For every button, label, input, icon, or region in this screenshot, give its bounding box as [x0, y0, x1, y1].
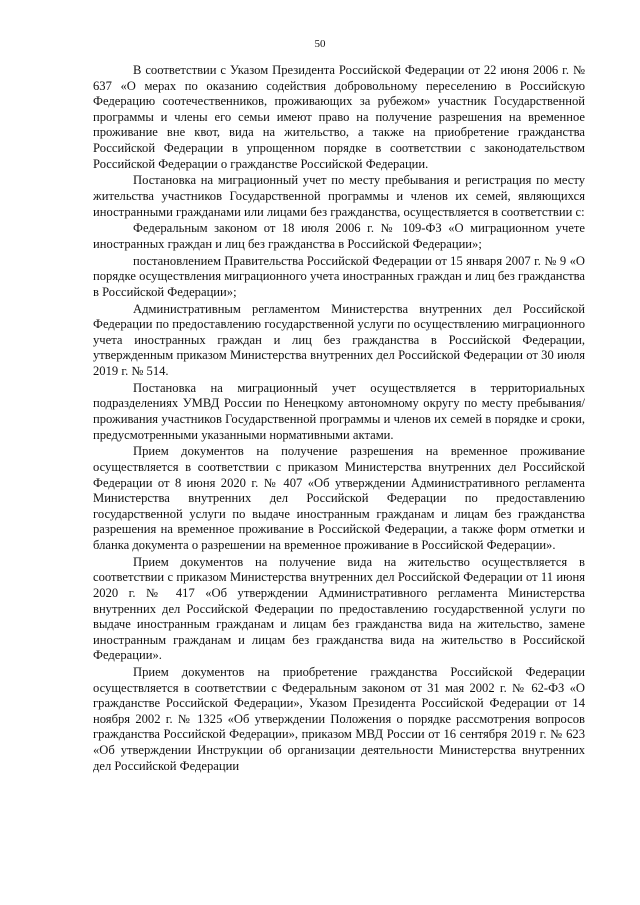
paragraph: Постановка на миграционный учет осуществляется в территориальных подразделениях УМВД России по Ненецкому автономному округу по месту пребывания/проживания участников Государственной программы и членов их семей в порядке и сроки, предусмотренными указанными нормативными актами. [93, 380, 585, 442]
paragraph: Прием документов на получение вида на жительство осуществляется в соответствии с приказом Министерства внутренних дел Российской Федерации от 11 июня 2020 г. № 417 «Об утверждении Административного регламента Министерства внутренних дел Российской Федерации по предоставлению государственной услуги по выдаче иностранным гражданам и лицам без гражданства вида на жительство, замене иностранным гражданам и лицам без гражданства вида на жительство в Российской Федерации». [93, 554, 585, 663]
document-body [93, 63, 585, 775]
paragraph: Федеральным законом от 18 июля 2006 г. № 109-ФЗ «О миграционном учете иностранных граждан и лиц без гражданства в Российской Федерации»; [93, 221, 585, 251]
paragraph: Постановка на миграционный учет по месту пребывания и регистрация по месту жительства участников Государственной программы и членов их семей, являющихся иностранными гражданами или лицами без гражданства, осуществляется в соответствии с: [93, 173, 585, 219]
page-number: 50 [314, 38, 326, 50]
paragraph: Административным регламентом Министерства внутренних дел Российской Федерации по предоставлению государственной услуги по осуществлению миграционного учета иностранных граждан и лиц без гражданства в Российской Федерации, утвержденным приказом Министерства внутренних дел Российской Федерации от 30 июля 2019 г. № 514. [93, 301, 585, 379]
paragraph: Прием документов на получение разрешения на временное проживание осуществляется в соответствии с приказом Министерства внутренних дел Российской Федерации от 8 июня 2020 г. № 407 «Об утверждении Административного регламента Министерства внутренних дел Российской Федерации по предоставлению государственной услуги по выдаче иностранным гражданам и лицам без гражданства разрешения на временное проживание в Российской Федерации, а также форм отметки и бланка документа о разрешении на временное проживание в Российской Федерации». [93, 444, 585, 552]
paragraph: Прием документов на приобретение гражданства Российской Федерации осуществляется в соответствии с Федеральным законом от 31 мая 2002 г. № 62-ФЗ «О гражданстве Российской Федерации», Указом Президента Российской Федерации от 14 ноября 2002 г. № 1325 «Об утверждении Положения о порядке рассмотрения вопросов гражданства Российской Федерации», приказом МВД России от 16 сентября 2019 г. № 623 «Об утверждении Инструкции об организации деятельности Министерства внутренних дел Российской Федерации [93, 665, 585, 773]
paragraph: В соответствии с Указом Президента Российской Федерации от 22 июня 2006 г. № 637 «О мерах по оказанию содействия добровольному переселению в Российскую Федерацию соотечественников, проживающих за рубежом» участник Государственной программы и члены его семьи имеют право на получение разрешения на временное проживание вне квот, вида на жительство, а также на приобретение гражданства Российской Федерации в упрощенном порядке в соответствии с законодательством Российской Федерации о гражданстве Российской Федерации. [93, 63, 585, 171]
paragraph: постановлением Правительства Российской Федерации от 15 января 2007 г. № 9 «О порядке осуществления миграционного учета иностранных граждан и лиц без гражданства в Российской Федерации»; [93, 253, 585, 299]
